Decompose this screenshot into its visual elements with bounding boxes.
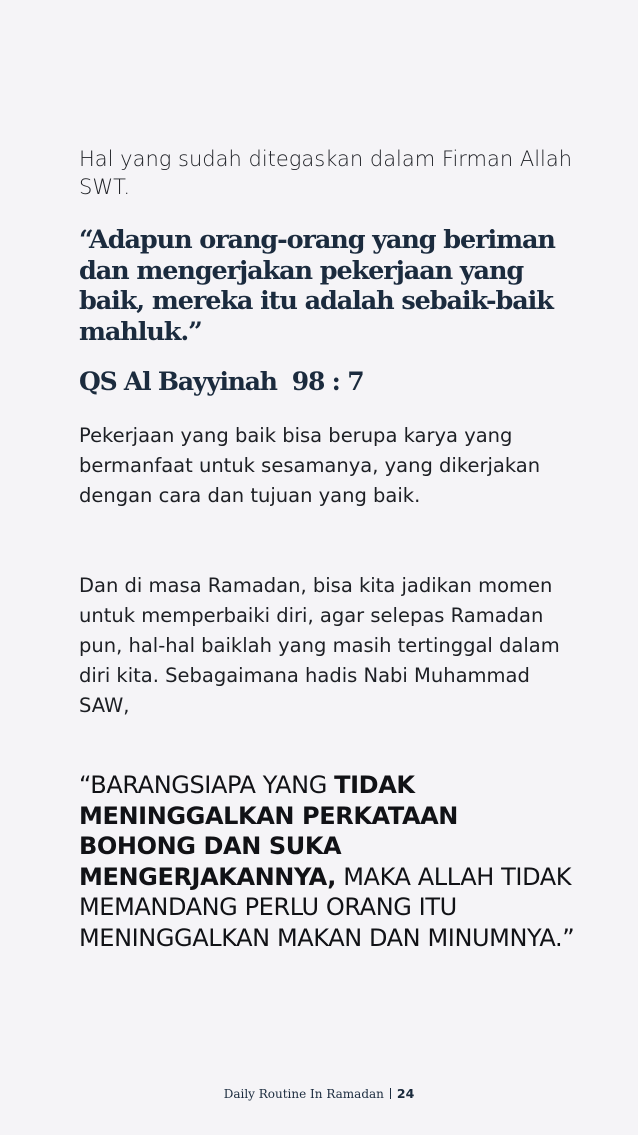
intro-text: Hal yang sudah ditegaskan dalam Firman Allah SWT. [79,147,573,199]
quran-quote: “Adapun orang-orang yang beriman dan mengerjakan pekerjaan yang baik, mereka itu adalah sebaik-baik mahluk.” [79,225,555,347]
hadith-part-1: “BARANGSIAPA YANG [79,771,335,799]
surah-reference: QS Al Bayyinah 98 : 7 [79,367,364,396]
paragraph-good-deeds: Pekerjaan yang baik bisa berupa karya yang bermanfaat untuk sesamanya, yang dikerjakan dengan cara dan tujuan yang baik. [79,424,541,507]
footer-title: Daily Routine In Ramadan [223,1087,384,1101]
paragraph-ramadan: Dan di masa Ramadan, bisa kita jadikan momen untuk memperbaiki diri, agar selepas Ramadan pun, hal-hal baiklah yang masih tertinggal dalam diri kita. Sebagaimana hadis Nabi Muhammad SAW, [79,574,560,717]
hadith-quote [79,770,579,953]
hadith-part-3: MAKA ALLAH TIDAK MEMANDANG PERLU ORANG ITU MENINGGALKAN MAKAN DAN MINUMNYA.” [79,862,575,952]
page-footer [0,1085,638,1103]
footer-divider [390,1088,391,1099]
hadith-emphasis: TIDAK MENINGGALKAN PERKATAAN BOHONG DAN SUKA MENGERJAKANNYA, [79,771,458,891]
page-number: 24 [396,1086,415,1101]
